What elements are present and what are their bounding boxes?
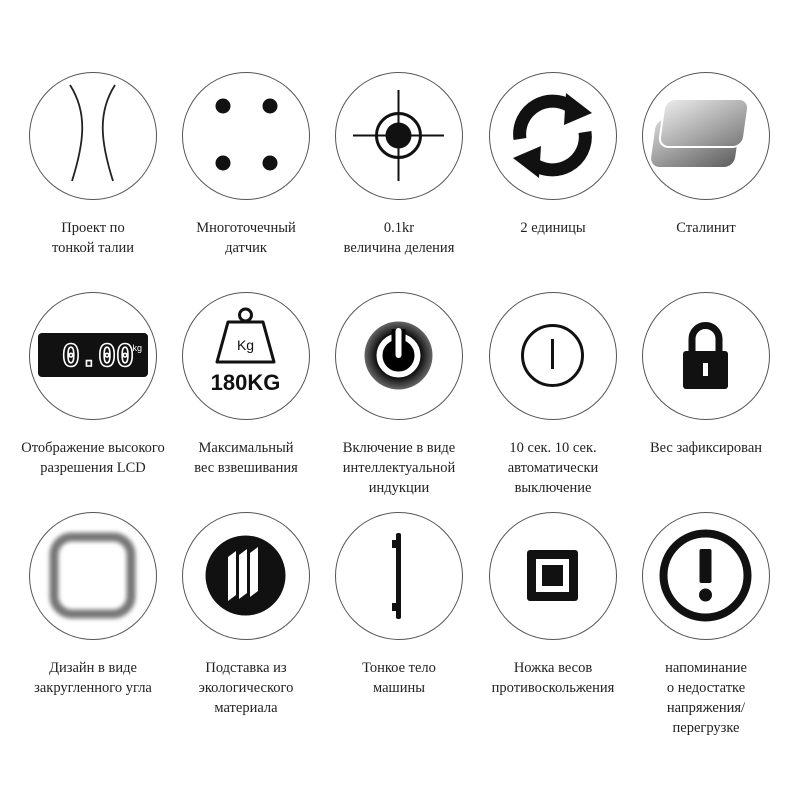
weight-label: Kg xyxy=(236,337,255,353)
lcd-reading: 0.00 xyxy=(61,339,135,374)
eco-material-icon xyxy=(183,513,308,638)
feature-label: Максимальный вес взвешивания xyxy=(194,440,298,476)
anti-slip-foot-icon xyxy=(490,513,615,638)
icon-circle xyxy=(182,72,310,200)
feature-label: Включение в виде интеллектуальной индукции xyxy=(342,440,456,496)
thin-body-icon xyxy=(336,513,461,638)
icon-circle xyxy=(642,72,770,200)
icon-circle xyxy=(489,72,617,200)
icon-circle xyxy=(182,512,310,640)
feature-label: 10 сек. 10 сек. автоматически выключение xyxy=(507,440,599,496)
feature-label: Сталинит xyxy=(676,220,736,236)
four-dots-sensor-icon xyxy=(183,73,308,198)
icon-circle xyxy=(29,72,157,200)
feature-label: Вес зафиксирован xyxy=(649,440,763,456)
icon-circle xyxy=(642,512,770,640)
waist-icon xyxy=(30,73,155,198)
lcd-display-icon xyxy=(30,293,155,418)
lcd-unit: kg xyxy=(132,343,142,353)
glass-layers-icon xyxy=(643,73,768,198)
weight-180kg-icon xyxy=(183,293,308,418)
power-icon xyxy=(336,293,461,418)
feature-label: Подставка из экологического материала xyxy=(198,660,294,716)
icon-circle xyxy=(335,292,463,420)
feature-label: 0.1kr величина деления xyxy=(343,220,455,256)
feature-label: Ножка весов противоскольжения xyxy=(491,660,615,696)
feature-label: напоминание о недостатке напряжения/ перегрузке xyxy=(665,660,747,736)
refresh-arrows-icon xyxy=(490,73,615,198)
feature-label: 2 единицы xyxy=(520,220,586,236)
icon-circle xyxy=(182,292,310,420)
icon-circle xyxy=(642,292,770,420)
lock-icon xyxy=(643,293,768,418)
icon-circle xyxy=(335,512,463,640)
crosshair-icon xyxy=(336,73,461,198)
rounded-corner-icon xyxy=(30,513,155,638)
icon-circle xyxy=(29,512,157,640)
capacity-text: 180KG xyxy=(210,370,281,395)
icon-circle xyxy=(489,292,617,420)
warning-icon xyxy=(643,513,768,638)
feature-label: Дизайн в виде закругленного угла xyxy=(34,660,152,696)
auto-off-icon xyxy=(490,293,615,418)
icon-circle xyxy=(29,292,157,420)
feature-label: Тонкое тело машины xyxy=(362,660,436,696)
feature-label: Проект по тонкой талии xyxy=(52,220,134,256)
feature-label: Отображение высокого разрешения LCD xyxy=(21,440,165,476)
feature-label: Многоточечный датчик xyxy=(196,220,296,256)
icon-circle xyxy=(489,512,617,640)
icon-circle xyxy=(335,72,463,200)
